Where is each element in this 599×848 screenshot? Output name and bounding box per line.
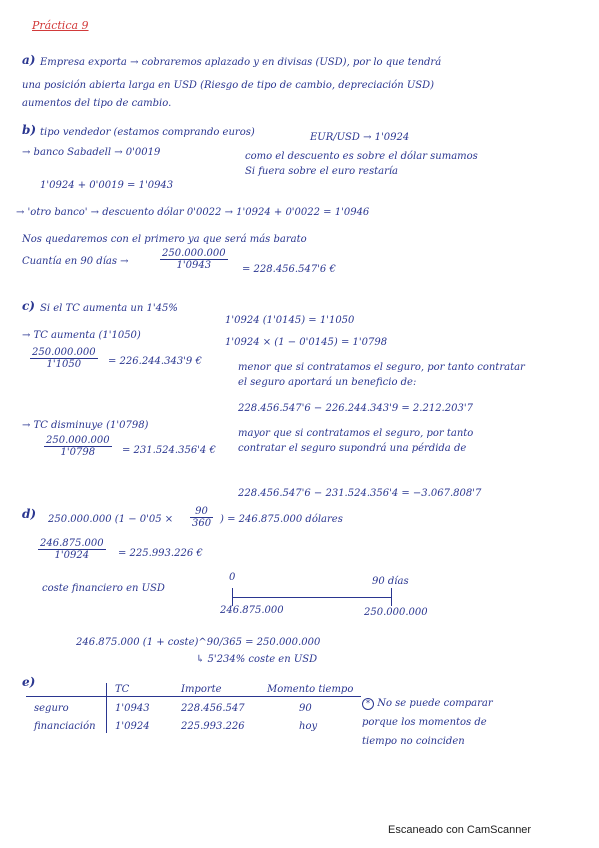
table-header-momento: Momento tiempo	[259, 683, 361, 697]
note-b-1: como el descuento es sobre el dólar sumamos	[245, 151, 478, 162]
fraction-c-1	[30, 347, 98, 370]
section-c-label: c)	[22, 299, 35, 313]
result-c-1: = 226.244.343'9 €	[108, 356, 202, 367]
fraction-b-numerator: 250.000.000	[162, 248, 226, 259]
section-e-label: e)	[22, 675, 36, 689]
timeline-left-amount: 246.875.000	[220, 605, 284, 616]
note-c-a-2: el seguro aportará un beneficio de:	[238, 377, 417, 388]
summary-table	[26, 683, 361, 733]
note-e-1	[362, 698, 493, 710]
calc-b-1: 1'0924 + 0'0019 = 1'0943	[40, 180, 174, 191]
section-b-header: tipo vendedor (estamos comprando euros)	[40, 127, 255, 138]
section-d-label: d)	[22, 507, 37, 521]
table-header-row	[26, 683, 361, 697]
fraction-c-1-numerator: 250.000.000	[32, 347, 96, 358]
equation-d-2: ↳ 5'234% coste en USD	[196, 654, 318, 665]
note-b-2: Si fuera sobre el euro restaría	[245, 166, 399, 177]
loss-calc: 228.456.547'6 − 231.524.356'4 = −3.067.808'7	[238, 488, 482, 499]
quedamos-line: Nos quedaremos con el primero ya que será más barato	[22, 234, 307, 245]
note-e-2: porque los momentos de	[362, 717, 487, 728]
result-c-2: = 231.524.356'4 €	[122, 445, 216, 456]
timeline-end-tick	[391, 588, 392, 606]
table-row	[26, 697, 361, 716]
result-b: = 228.456.547'6 €	[242, 264, 336, 275]
cuantia-label: Cuantía en 90 días →	[22, 256, 129, 267]
timeline-end-label: 90 días	[372, 576, 409, 587]
fraction-b	[160, 248, 228, 271]
section-b-label: b)	[22, 123, 37, 137]
note-c-b-2: contratar el seguro supondrá una pérdida de	[238, 443, 467, 454]
tc-disminuye: → TC disminuye (1'0798)	[22, 420, 149, 431]
section-a-line-3: aumentos del tipo de cambio.	[22, 98, 172, 109]
fraction-d-denominator: 360	[192, 518, 212, 529]
timeline-start-tick	[232, 588, 233, 606]
coste-financiero: coste financiero en USD	[42, 583, 165, 594]
scanner-watermark: Escaneado con CamScanner	[388, 824, 532, 836]
timeline-right-amount: 250.000.000	[364, 607, 428, 618]
table-cell: seguro	[26, 697, 107, 716]
fraction-d-2	[38, 538, 106, 561]
table-cell: 90	[299, 703, 312, 714]
section-c-header: Si el TC aumenta un 1'45%	[40, 303, 178, 314]
note-c-b-1: mayor que si contratamos el seguro, por tanto	[238, 428, 474, 439]
page-title: Práctica 9	[32, 19, 89, 32]
fraction-d-2-denominator: 1'0924	[54, 550, 90, 561]
calc-c-a: 1'0924 (1'0145) = 1'1050	[225, 315, 355, 326]
table-header-tc: TC	[107, 683, 174, 697]
note-e-1-text: No se puede comparar	[377, 698, 493, 709]
table-cell: 1'0943	[115, 703, 150, 714]
section-a-label: a)	[22, 53, 36, 67]
fraction-b-denominator: 1'0943	[176, 260, 212, 271]
fraction-d-numerator: 90	[190, 506, 213, 518]
timeline-start-label: 0	[229, 572, 236, 583]
fraction-c-2	[44, 435, 112, 458]
calc-c-b: 1'0924 × (1 − 0'0145) = 1'0798	[225, 337, 388, 348]
calc-d-pre: 250.000.000 (1 − 0'05 ×	[48, 514, 174, 525]
table-cell: 225.993.226	[181, 721, 245, 732]
fraction-c-2-denominator: 1'0798	[60, 447, 96, 458]
table-cell: hoy	[299, 721, 318, 732]
fraction-d	[190, 506, 213, 529]
section-a-line-1: Empresa exporta → cobraremos aplazado y en divisas (USD), por lo que tendrá	[40, 57, 442, 68]
table-row	[26, 715, 361, 733]
fraction-d-2-numerator: 246.875.000	[40, 538, 104, 549]
section-a-line-2: una posición abierta larga en USD (Riesgo de tipo de cambio, depreciación USD)	[22, 80, 435, 91]
note-e-3: tiempo no coinciden	[362, 736, 465, 747]
table-header-importe: Importe	[173, 683, 259, 697]
eur-usd-rate: EUR/USD → 1'0924	[310, 132, 410, 143]
note-c-a-1: menor que si contratamos el seguro, por tanto contratar	[238, 362, 525, 373]
banco-sabadell: → banco Sabadell → 0'0019	[22, 147, 161, 158]
fraction-c-1-denominator: 1'1050	[46, 359, 82, 370]
otro-banco: → 'otro banco' → descuento dólar 0'0022 → 1'0924 + 0'0022 = 1'0946	[16, 207, 370, 218]
tc-aumenta: → TC aumenta (1'1050)	[22, 330, 141, 341]
table-cell: 228.456.547	[181, 703, 245, 714]
timeline-line	[232, 597, 392, 598]
benefit-calc: 228.456.547'6 − 226.244.343'9 = 2.212.203'7	[238, 403, 473, 414]
result-d: = 225.993.226 €	[118, 548, 203, 559]
table-cell: financiación	[26, 715, 107, 733]
table-cell: 1'0924	[115, 721, 150, 732]
equation-d-1: 246.875.000 (1 + coste)^90/365 = 250.000.000	[76, 637, 321, 648]
table-header-empty	[26, 683, 107, 697]
asterisk-circle-icon: *	[362, 698, 374, 710]
calc-d-post: ) = 246.875.000 dólares	[220, 514, 343, 525]
fraction-c-2-numerator: 250.000.000	[46, 435, 110, 446]
